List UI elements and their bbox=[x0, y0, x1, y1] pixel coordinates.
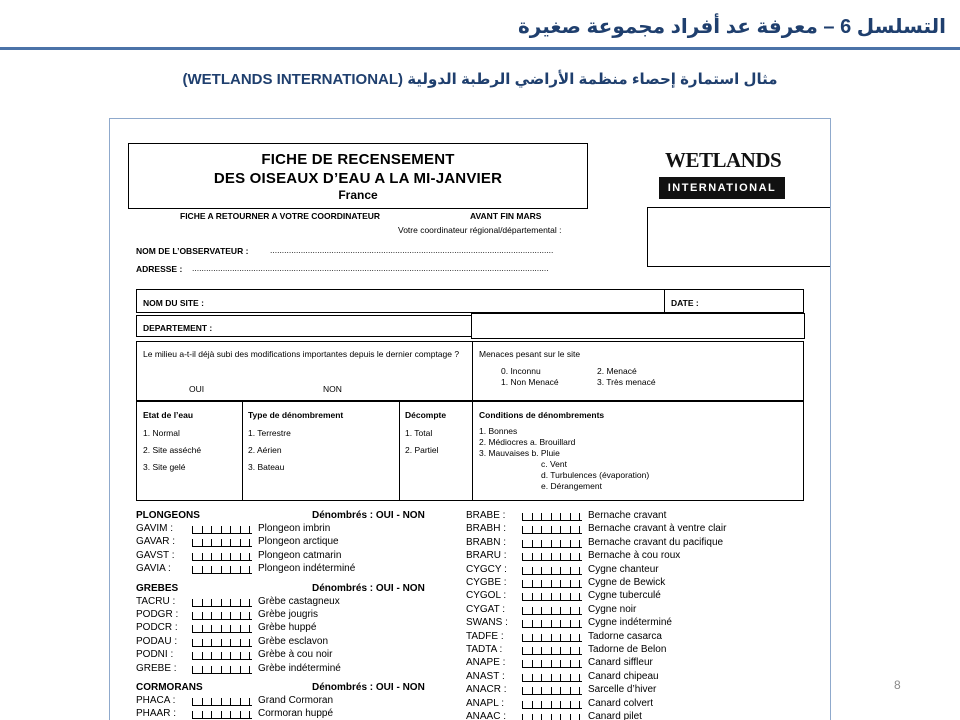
logo-wordmark: WETLANDS bbox=[665, 148, 782, 172]
species-row bbox=[136, 636, 466, 649]
species-code: CYGOL : bbox=[466, 590, 507, 602]
address-dots: ....................................................................................................................................................... bbox=[192, 263, 549, 273]
species-row bbox=[466, 550, 796, 563]
threat-3: 3. Très menacé bbox=[597, 377, 656, 387]
threats-label: Menaces pesant sur le site bbox=[479, 349, 581, 359]
species-group-header: PLONGEONS bbox=[136, 510, 200, 521]
species-code: TACRU : bbox=[136, 595, 176, 607]
species-row bbox=[136, 663, 466, 676]
species-row bbox=[136, 550, 466, 563]
coordinator-label: Votre coordinateur régional/départemental : bbox=[398, 225, 562, 235]
count-entry-field[interactable] bbox=[522, 645, 582, 655]
species-name: Canard siffleur bbox=[588, 657, 653, 669]
species-row bbox=[136, 596, 466, 609]
species-code: PODCR : bbox=[136, 622, 178, 634]
count-type-header: Type de dénombrement bbox=[248, 410, 344, 420]
species-name: Canard colvert bbox=[588, 697, 654, 709]
col-divider-3 bbox=[472, 402, 473, 500]
species-name: Plongeon imbrin bbox=[258, 523, 331, 534]
species-name: Cygne indéterminé bbox=[588, 617, 672, 629]
threat-1: 1. Non Menacé bbox=[501, 377, 559, 387]
species-code: GAVAR : bbox=[136, 536, 176, 548]
form-title-box bbox=[128, 143, 588, 209]
species-row bbox=[136, 523, 466, 536]
conditions-row bbox=[136, 401, 804, 501]
species-row bbox=[136, 622, 466, 635]
changes-question: Le milieu a-t-il déjà subi des modifications importantes depuis le dernier comptage ? bbox=[143, 349, 460, 359]
tally-header: Décompte bbox=[405, 410, 447, 420]
count-entry-field[interactable] bbox=[522, 578, 582, 588]
title-divider bbox=[0, 47, 960, 50]
status-divider bbox=[472, 342, 473, 400]
observer-dots: ........................................................................................................................ bbox=[270, 245, 554, 255]
species-name: Plongeon indéterminé bbox=[258, 563, 356, 575]
slide-subtitle: مثال استمارة إحصاء منظمة الأراضي الرطبة الدولية (WETLANDS INTERNATIONAL) bbox=[182, 71, 778, 88]
species-code: BRABH : bbox=[466, 523, 507, 535]
address-label: ADRESSE : bbox=[136, 264, 183, 274]
species-code: PODAU : bbox=[136, 635, 178, 647]
count-entry-field[interactable] bbox=[522, 712, 582, 720]
species-row bbox=[466, 698, 796, 711]
species-code: SWANS : bbox=[466, 617, 508, 629]
count-entry-field[interactable] bbox=[192, 524, 252, 534]
water-state-3: 3. Site gelé bbox=[143, 462, 186, 472]
species-row bbox=[136, 649, 466, 662]
species-row bbox=[136, 609, 466, 622]
species-code: CYGCY : bbox=[466, 563, 507, 575]
site-divider bbox=[664, 290, 665, 312]
species-name: Grèbe jougris bbox=[258, 609, 319, 620]
species-name: Tadorne casarca bbox=[588, 630, 662, 642]
condition-2: 2. Médiocres a. Brouillard bbox=[479, 437, 576, 447]
species-code: ANACR : bbox=[466, 684, 507, 696]
species-code: CYGAT : bbox=[466, 603, 506, 615]
species-row bbox=[466, 523, 796, 536]
counted-yes-no: Dénombrés : OUI - NON bbox=[312, 510, 425, 521]
species-row bbox=[136, 563, 466, 576]
count-entry-field[interactable] bbox=[522, 672, 582, 682]
species-code: BRARU : bbox=[466, 550, 507, 562]
threat-2: 2. Menacé bbox=[597, 366, 637, 376]
changes-yes: OUI bbox=[189, 384, 205, 394]
species-name: Bernache cravant du pacifique bbox=[588, 536, 724, 548]
species-name: Grèbe esclavon bbox=[258, 635, 329, 647]
species-name: Grèbe huppé bbox=[258, 622, 317, 634]
species-row bbox=[136, 708, 466, 720]
species-name: Canard chipeau bbox=[588, 670, 659, 682]
count-entry-field[interactable] bbox=[522, 685, 582, 695]
species-row bbox=[466, 564, 796, 577]
species-name: Grèbe castagneux bbox=[258, 595, 340, 607]
species-row bbox=[136, 695, 466, 708]
census-form-image bbox=[109, 118, 831, 720]
count-entry-field[interactable] bbox=[192, 650, 252, 660]
species-name: Sarcelle d’hiver bbox=[588, 684, 657, 696]
form-country: France bbox=[338, 188, 378, 202]
count-entry-field[interactable] bbox=[192, 597, 252, 607]
condition-c: c. Vent bbox=[541, 459, 567, 469]
species-name: Bernache cravant bbox=[588, 510, 667, 521]
species-code: TADTA : bbox=[466, 644, 503, 655]
species-name: Plongeon arctique bbox=[258, 536, 339, 548]
count-entry-field[interactable] bbox=[522, 699, 582, 709]
count-entry-field[interactable] bbox=[192, 696, 252, 706]
page-number: 8 bbox=[894, 678, 901, 692]
logo-subtitle: INTERNATIONAL bbox=[659, 177, 785, 199]
count-entry-field[interactable] bbox=[192, 709, 252, 719]
count-entry-field[interactable] bbox=[192, 610, 252, 620]
water-state-1: 1. Normal bbox=[143, 428, 180, 438]
species-row bbox=[466, 537, 796, 550]
species-name: Bernache cravant à ventre clair bbox=[588, 523, 727, 535]
conditions-header: Conditions de dénombrements bbox=[479, 410, 605, 420]
wetlands-logo bbox=[659, 147, 787, 205]
count-entry-field[interactable] bbox=[522, 605, 582, 615]
species-name: Cygne tuberculé bbox=[588, 590, 661, 602]
count-entry-field[interactable] bbox=[522, 658, 582, 668]
species-row bbox=[466, 657, 796, 670]
species-name: Cygne noir bbox=[588, 603, 637, 615]
water-state-2: 2. Site asséché bbox=[143, 445, 202, 455]
count-type-3: 3. Bateau bbox=[248, 462, 285, 472]
form-title-line-1: FICHE DE RECENSEMENT bbox=[261, 151, 455, 168]
species-code: BRABN : bbox=[466, 536, 507, 548]
species-code: CYGBE : bbox=[466, 577, 507, 588]
count-entry-field[interactable] bbox=[522, 591, 582, 601]
species-code: PODGR : bbox=[136, 609, 179, 620]
species-code: ANAPE : bbox=[466, 657, 506, 669]
tally-2: 2. Partiel bbox=[405, 445, 439, 455]
species-row bbox=[466, 510, 796, 523]
count-entry-field[interactable] bbox=[192, 551, 252, 561]
counted-yes-no: Dénombrés : OUI - NON bbox=[312, 582, 425, 594]
count-entry-field[interactable] bbox=[522, 565, 582, 575]
species-code: TADFE : bbox=[466, 630, 504, 642]
observer-label: NOM DE L’OBSERVATEUR : bbox=[136, 246, 249, 256]
species-name: Cygne de Bewick bbox=[588, 577, 666, 588]
species-code: GREBE : bbox=[136, 662, 177, 674]
count-entry-field[interactable] bbox=[522, 538, 582, 548]
count-entry-field[interactable] bbox=[192, 637, 252, 647]
species-code: ANAST : bbox=[466, 670, 505, 682]
site-status-row bbox=[136, 341, 804, 401]
count-entry-field[interactable] bbox=[522, 524, 582, 534]
count-entry-field[interactable] bbox=[192, 564, 252, 574]
species-name: Canard pilet bbox=[588, 711, 642, 720]
species-code: GAVIA : bbox=[136, 563, 171, 575]
count-entry-field[interactable] bbox=[192, 537, 252, 547]
species-name: Cygne chanteur bbox=[588, 563, 659, 575]
species-group-header: CORMORANS bbox=[136, 682, 203, 693]
species-code: PHACA : bbox=[136, 695, 176, 706]
count-entry-field[interactable] bbox=[522, 618, 582, 628]
species-name: Grèbe à cou noir bbox=[258, 649, 333, 661]
species-row bbox=[466, 671, 796, 684]
count-entry-field[interactable] bbox=[522, 511, 582, 521]
species-row bbox=[466, 617, 796, 630]
tally-1: 1. Total bbox=[405, 428, 433, 438]
species-row bbox=[466, 684, 796, 697]
species-name: Grand Cormoran bbox=[258, 695, 334, 706]
species-row bbox=[466, 590, 796, 603]
coordinator-box bbox=[647, 207, 831, 267]
count-type-2: 2. Aérien bbox=[248, 445, 282, 455]
count-entry-field[interactable] bbox=[522, 551, 582, 561]
species-name: Cormoran huppé bbox=[258, 708, 334, 720]
water-state-header: Etat de l’eau bbox=[143, 410, 194, 420]
changes-no: NON bbox=[323, 384, 342, 394]
count-entry-field[interactable] bbox=[192, 623, 252, 633]
threat-0: 0. Inconnu bbox=[501, 366, 541, 376]
species-name: Tadorne de Belon bbox=[588, 644, 667, 655]
count-type-1: 1. Terrestre bbox=[248, 428, 291, 438]
site-label: NOM DU SITE : bbox=[143, 298, 204, 308]
form-title-line-2: DES OISEAUX D’EAU A LA MI-JANVIER bbox=[213, 170, 503, 187]
date-label: DATE : bbox=[671, 298, 699, 308]
species-row bbox=[466, 631, 796, 644]
count-entry-field[interactable] bbox=[522, 632, 582, 642]
condition-1: 1. Bonnes bbox=[479, 426, 518, 436]
species-name: Bernache à cou roux bbox=[588, 550, 681, 562]
species-code: ANAAC : bbox=[466, 711, 507, 720]
species-name: Plongeon catmarin bbox=[258, 549, 342, 561]
species-row bbox=[466, 644, 796, 657]
species-row bbox=[136, 536, 466, 549]
species-code: PHAAR : bbox=[136, 708, 177, 720]
species-row bbox=[466, 711, 796, 720]
return-note: FICHE A RETOURNER A VOTRE COORDINATEUR bbox=[180, 211, 381, 221]
department-label: DEPARTEMENT : bbox=[143, 323, 213, 333]
slide-title: التسلسل 6 – معرفة عد أفراد مجموعة صغيرة bbox=[517, 16, 946, 38]
condition-e: e. Dérangement bbox=[541, 481, 602, 491]
site-row bbox=[136, 289, 804, 313]
species-group-header: GREBES bbox=[136, 582, 179, 594]
col-divider-2 bbox=[399, 402, 400, 500]
species-code: GAVST : bbox=[136, 549, 175, 561]
species-row bbox=[466, 604, 796, 617]
species-code: PODNI : bbox=[136, 649, 174, 661]
counted-yes-no: Dénombrés : OUI - NON bbox=[312, 682, 425, 693]
department-extra-box bbox=[471, 313, 805, 339]
condition-3: 3. Mauvaises b. Pluie bbox=[479, 448, 560, 458]
species-name: Grèbe indéterminé bbox=[258, 662, 341, 674]
species-code: GAVIM : bbox=[136, 523, 174, 534]
species-code: ANAPL : bbox=[466, 697, 504, 709]
col-divider-1 bbox=[242, 402, 243, 500]
deadline-note: AVANT FIN MARS bbox=[470, 211, 542, 221]
species-row bbox=[466, 577, 796, 590]
department-row bbox=[136, 315, 472, 337]
condition-d: d. Turbulences (évaporation) bbox=[541, 470, 650, 480]
species-code: BRABE : bbox=[466, 510, 506, 521]
count-entry-field[interactable] bbox=[192, 664, 252, 674]
